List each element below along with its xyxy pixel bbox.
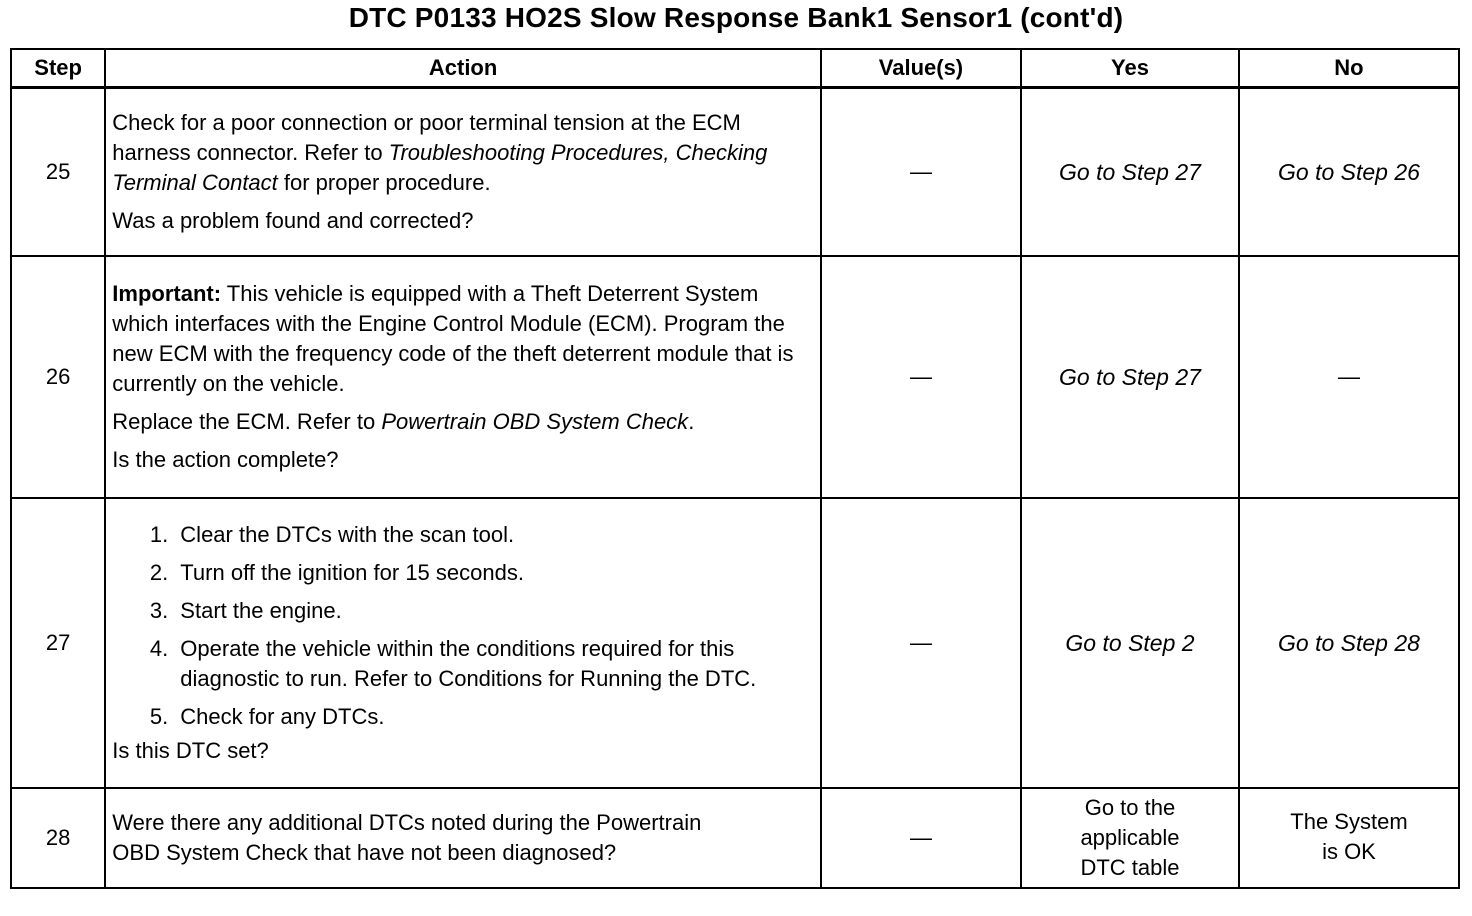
list-item: 4. Operate the vehicle within the conditions required for this diagnostic to run. Refer to Conditions for Running the DTC. [174, 634, 814, 694]
table-row [11, 788, 1459, 888]
no-result: — [1239, 256, 1459, 498]
action-question: Is the action complete? [112, 447, 339, 472]
yes-result: Go to the applicable DTC table [1021, 788, 1239, 888]
step-number: 28 [11, 788, 105, 888]
list-item: 3. Start the engine. [174, 596, 814, 626]
action-text: Check for a poor connection or poor terminal tension at the ECM harness connector. Refer to [112, 110, 741, 165]
procedure-reference: Troubleshooting Procedures, Checking Terminal Contact [112, 140, 768, 195]
value-cell: — [821, 498, 1021, 788]
yes-result: Go to Step 27 [1021, 88, 1239, 257]
no-result: The System is OK [1239, 788, 1459, 888]
step-number: 26 [11, 256, 105, 498]
action-cell [105, 788, 821, 888]
value-cell: — [821, 256, 1021, 498]
value-cell: — [821, 88, 1021, 257]
yes-result: Go to Step 2 [1021, 498, 1239, 788]
important-text: This vehicle is equipped with a Theft Deterrent System which interfaces with the Engine Control Module (ECM). Program the new ECM with the frequency code of the theft deterrent module that is currently on the vehicle. [112, 281, 794, 396]
diagnostic-table [10, 48, 1460, 889]
header-no: No [1239, 49, 1459, 88]
table-row [11, 88, 1459, 257]
page-title: DTC P0133 HO2S Slow Response Bank1 Sensor1 (cont'd) [348, 2, 1124, 33]
value-cell: — [821, 788, 1021, 888]
no-result: Go to Step 26 [1239, 88, 1459, 257]
procedure-list [112, 520, 814, 732]
action-cell [105, 498, 821, 788]
action-question: Is this DTC set? [112, 738, 269, 763]
table-row [11, 256, 1459, 498]
list-item: 1. Clear the DTCs with the scan tool. [174, 520, 814, 550]
table-row [11, 498, 1459, 788]
action-text: for proper procedure. [277, 170, 491, 195]
action-cell [105, 88, 821, 257]
action-text: Were there any additional DTCs noted during the Powertrain OBD System Check that have not been diagnosed? [112, 810, 702, 865]
action-text: Replace the ECM. Refer to [112, 409, 382, 434]
action-cell [105, 256, 821, 498]
step-number: 25 [11, 88, 105, 257]
header-action: Action [105, 49, 821, 88]
yes-result: Go to Step 27 [1021, 256, 1239, 498]
list-item: 5. Check for any DTCs. [174, 702, 814, 732]
header-yes: Yes [1021, 49, 1239, 88]
step-number: 27 [11, 498, 105, 788]
important-label: Important: [112, 281, 222, 306]
no-result: Go to Step 28 [1239, 498, 1459, 788]
list-item: 2. Turn off the ignition for 15 seconds. [174, 558, 814, 588]
header-step: Step [11, 49, 105, 88]
header-values: Value(s) [821, 49, 1021, 88]
table-header-row [11, 49, 1459, 88]
procedure-reference: Powertrain OBD System Check [381, 409, 689, 434]
action-question: Was a problem found and corrected? [112, 208, 474, 233]
action-text: . [688, 409, 695, 434]
